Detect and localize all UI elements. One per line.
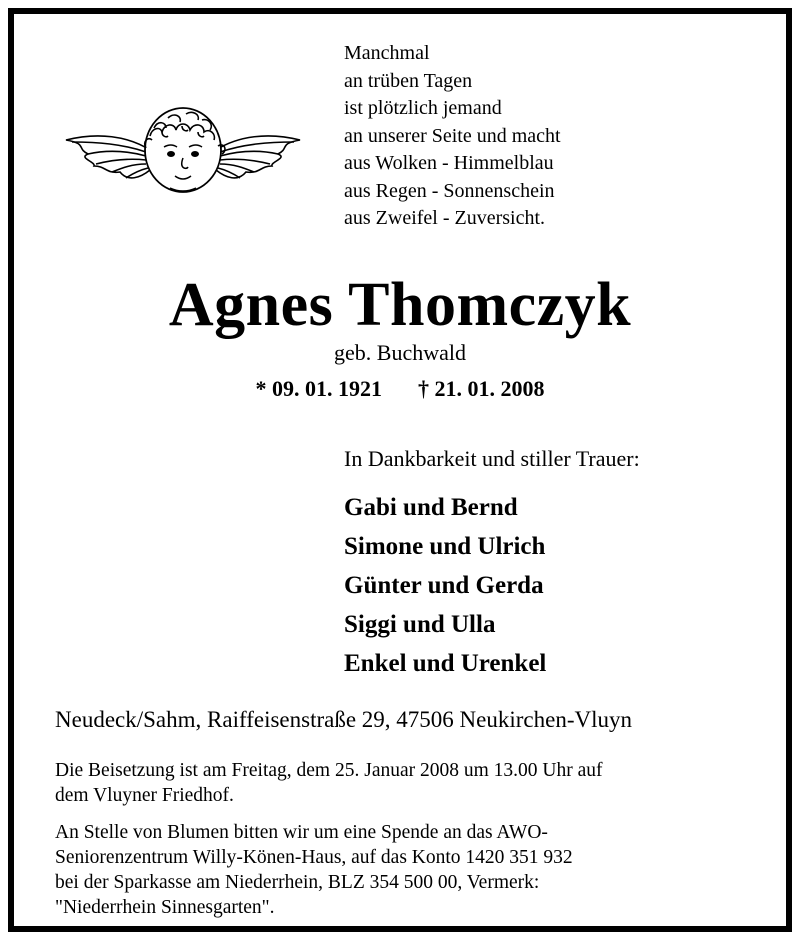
poem-line: aus Regen - Sonnenschein <box>344 179 555 202</box>
funeral-line: Die Beisetzung ist am Freitag, dem 25. Januar 2008 um 13.00 Uhr auf <box>55 760 603 781</box>
mourner-entry: Siggi und Ulla <box>344 611 496 638</box>
donation-line: An Stelle von Blumen bitten wir um eine Spende an das AWO- <box>55 822 548 843</box>
mourner-entry: Simone und Ulrich <box>344 533 546 560</box>
funeral-line: dem Vluyner Friedhof. <box>55 785 234 806</box>
mourner-entry: Gabi und Bernd <box>344 494 518 521</box>
poem <box>344 40 644 233</box>
poem-line: Manchmal <box>344 42 430 64</box>
funeral-info <box>55 758 785 808</box>
obituary-notice <box>8 8 792 932</box>
deceased-name: Agnes Thomczyk <box>168 271 632 339</box>
poem-line: aus Wolken - Himmelblau <box>344 152 554 174</box>
poem-line: aus Zweifel - Zuversicht. <box>344 207 546 229</box>
mourner-entry: Günter und Gerda <box>344 572 544 599</box>
mourners-list <box>344 488 546 683</box>
mourner-entry: Enkel und Urenkel <box>344 650 547 677</box>
donation-request <box>55 820 785 920</box>
death-date: † 21. 01. 2008 <box>418 376 545 401</box>
life-dates <box>14 374 786 404</box>
maiden-name: geb. Buchwald <box>334 340 466 365</box>
donation-line: bei der Sparkasse am Niederrhein, BLZ 354 500 00, Vermerk: <box>55 872 540 893</box>
poem-line: an trüben Tagen <box>344 69 473 92</box>
poem-line: ist plötzlich jemand <box>344 97 502 119</box>
cherub-with-wings-icon <box>58 92 308 202</box>
poem-line: an unserer Seite und macht <box>344 124 561 147</box>
donation-line: "Niederrhein Sinnesgarten". <box>55 897 275 918</box>
donation-line: Seniorenzentrum Willy-Könen-Haus, auf das Konto 1420 351 932 <box>55 847 573 868</box>
birth-date: * 09. 01. 1921 <box>255 376 382 401</box>
mourning-intro: In Dankbarkeit und stiller Trauer: <box>344 446 640 471</box>
family-address: Neudeck/Sahm, Raiffeisenstraße 29, 47506 Neukirchen-Vluyn <box>55 707 632 732</box>
